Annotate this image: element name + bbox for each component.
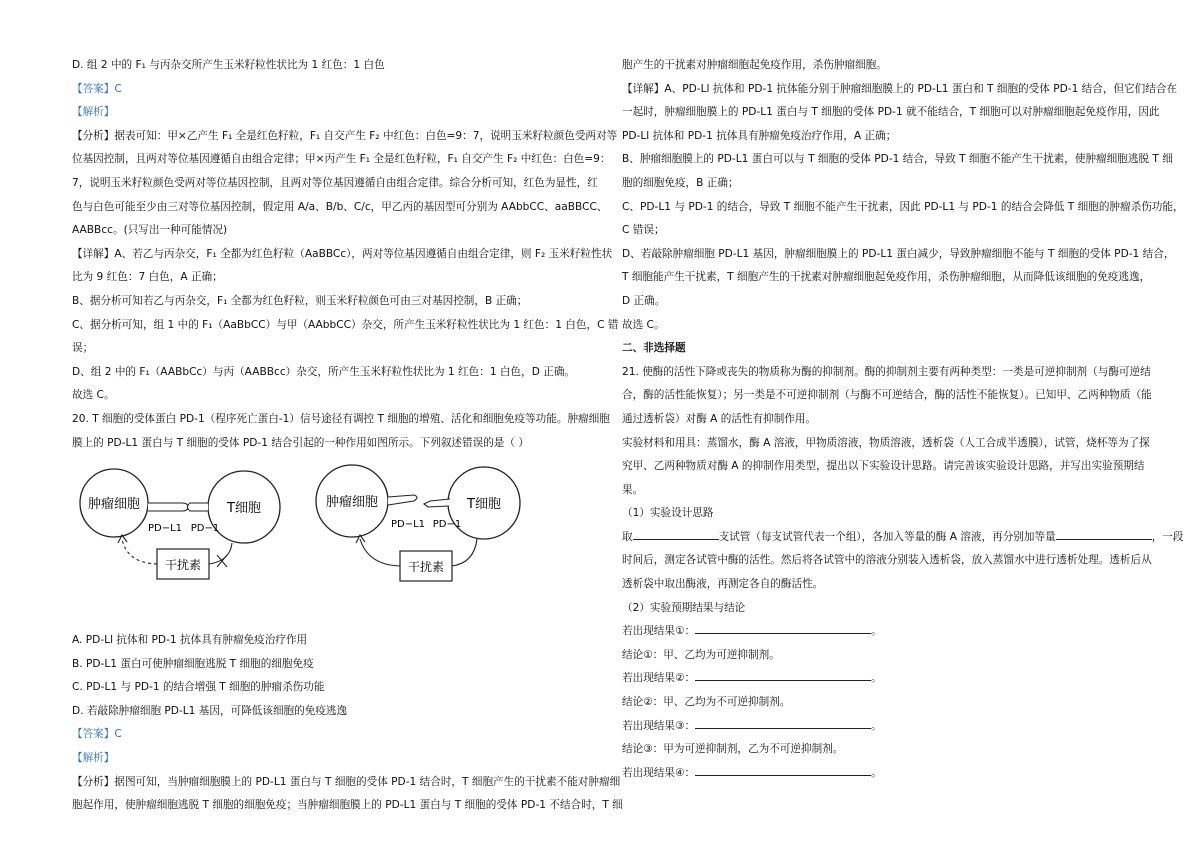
result-blank[interactable] bbox=[695, 621, 871, 634]
pd-l1-shape bbox=[148, 503, 188, 511]
text-line: B、肿瘤细胞膜上的 PD-L1 蛋白可以与 T 细胞的受体 PD-1 结合，导致 T 细胞不能产生干扰素，使肿瘤细胞逃脱 T 细 bbox=[622, 153, 1173, 166]
tumor-cell-label: 肿瘤细胞 bbox=[87, 497, 141, 513]
pd-l1-label: PD−L1 bbox=[390, 519, 426, 531]
text-line: 误； bbox=[72, 342, 94, 355]
text-line: AABBcc。(只写出一种可能情况) bbox=[72, 224, 228, 237]
conclusion-1: 结论①：甲、乙均为可逆抑制剂。 bbox=[622, 648, 780, 661]
tumor-cell-label: 肿瘤细胞 bbox=[325, 495, 379, 511]
text-line: 色与白色可能至少由三对等位基因控制，假定用 A/a、B/b、C/c，甲乙丙的基因型可分别为 AAbbCC、aaBBCC、 bbox=[72, 200, 608, 213]
question-20-stem: 膜上的 PD-L1 蛋白与 T 细胞的受体 PD-1 结合引起的一种作用如图所示。下列叙述错误的是（ ） bbox=[72, 436, 529, 449]
text-line: C、PD-L1 与 PD-1 的结合，导致 T 细胞不能产生干扰素，因此 PD-L1 与 PD-1 的结合会降低 T 细胞的肿瘤杀伤功能， bbox=[622, 200, 1184, 213]
text-line: D、组 2 中的 F₁（AABbCc）与丙（AABBcc）杂交，所产生玉米籽粒性状比为 1 红色：1 白色，D 正确。 bbox=[72, 365, 576, 378]
text-line: D. 组 2 中的 F₁ 与丙杂交所产生玉米籽粒性状比为 1 红色：1 白色 bbox=[72, 59, 385, 71]
left-bottom-text bbox=[72, 629, 623, 818]
interferon-label: 干扰素 bbox=[407, 560, 445, 575]
result-suffix: 。 bbox=[871, 719, 882, 732]
diagram-panel-unbound bbox=[316, 465, 520, 581]
ifn-to-tumor-arrow bbox=[360, 539, 400, 566]
analysis-tag: 【解析】 bbox=[72, 106, 115, 119]
result-blank[interactable] bbox=[695, 763, 871, 776]
pd-1-label: PD−1 bbox=[432, 519, 462, 531]
result-suffix: 。 bbox=[871, 766, 882, 779]
result-2-line bbox=[622, 667, 1152, 691]
text-line: 比为 9 红色：7 白色，A 正确； bbox=[72, 271, 223, 284]
question-21-line: 合，酶的活性能恢复）；另一类是不可逆抑制剂（与酶不可逆结合，酶的活性不能恢复）。已知甲、乙两种物质（能 bbox=[622, 389, 1152, 402]
text-line: D 正确。 bbox=[622, 294, 666, 307]
t-cell-label: T细胞 bbox=[227, 501, 261, 517]
text-line: 7，说明玉米籽粒颜色受两对等位基因控制，且两对等位基因遵循自由组合定律。综合分析可知，红色为显性，红 bbox=[72, 176, 598, 189]
diagram-panel-bound bbox=[80, 469, 280, 579]
text-line: 【详解】A、若乙与丙杂交，F₁ 全都为红色籽粒（AaBBCc），两对等位基因遵循自由组合定律，则 F₂ 玉米籽粒性状 bbox=[72, 247, 613, 260]
text-line: C、据分析可知，组 1 中的 F₁（AaBbCC）与甲（AAbbCC）杂交，所产生玉米籽粒性状比为 1 红色：1 白色，C 错 bbox=[72, 318, 619, 331]
pd-1-label: PD−1 bbox=[190, 523, 220, 535]
text-line: 【分析】据图可知，当肿瘤细胞膜上的 PD-L1 蛋白与 T 细胞的受体 PD-1 结合时，T 细胞产生的干扰素不能对肿瘤细 bbox=[72, 775, 621, 788]
pd1-diagram-svg bbox=[72, 463, 602, 629]
question-21-line: （1）实验设计思路 bbox=[622, 507, 714, 520]
text-line: 【分析】据表可知：甲×乙产生 F₁ 全是红色籽粒，F₁ 自交产生 F₂ 中红色：白色=9：7，说明玉米籽粒颜色受两对等 bbox=[72, 129, 618, 142]
text-line: C 错误； bbox=[622, 224, 665, 237]
text-line: 一起时，肿瘤细胞膜上的 PD-L1 蛋白与 T 细胞的受体 PD-1 就不能结合，T 细胞可以对肿瘤细胞起免疫作用，因此 bbox=[622, 106, 1160, 119]
result-3-line bbox=[622, 715, 1152, 739]
right-column bbox=[622, 54, 1184, 785]
fill-blank-line bbox=[622, 526, 1184, 550]
result-blank[interactable] bbox=[695, 716, 871, 729]
conclusion-2: 结论②：甲、乙均为不可逆抑制剂。 bbox=[622, 696, 791, 709]
result-prefix: 若出现结果③： bbox=[622, 719, 696, 732]
conclusion-3: 结论③：甲为可逆抑制剂，乙为不可逆抑制剂。 bbox=[622, 743, 844, 756]
fill-blank-text: ，一段 bbox=[1151, 530, 1184, 543]
text-line: 透析袋中取出酶液，再测定各自的酶活性。 bbox=[622, 578, 824, 591]
result-blank[interactable] bbox=[695, 668, 871, 681]
analysis-tag: 【解析】 bbox=[72, 752, 115, 765]
text-line: 故选 C。 bbox=[622, 318, 665, 331]
result-suffix: 。 bbox=[871, 672, 882, 685]
option-c: C. PD-L1 与 PD-1 的结合增强 T 细胞的肿瘤杀伤功能 bbox=[72, 681, 325, 694]
answer-tag: 【答案】C bbox=[72, 82, 122, 95]
left-column bbox=[72, 54, 623, 818]
result-suffix: 。 bbox=[871, 625, 882, 638]
fill-blank-text: 取 bbox=[622, 530, 633, 543]
text-line: PD-Ll 抗体和 PD-1 抗体具有肿瘤免疫治疗作用，A 正确； bbox=[622, 129, 897, 142]
option-a: A. PD-Ll 抗体和 PD-1 抗体具有肿瘤免疫治疗作用 bbox=[72, 634, 308, 647]
fill-blank-text: 支试管（每支试管代表一个组），各加入等量的酶 A 溶液，再分别加等量 bbox=[718, 530, 1056, 543]
text-line: （2）实验预期结果与结论 bbox=[622, 601, 746, 614]
pd-1-shape bbox=[424, 499, 450, 507]
text-line: B、据分析可知若乙与丙杂交，F₁ 全都为红色籽粒，则玉米籽粒颜色可由三对基因控制，B 正确； bbox=[72, 294, 528, 307]
text-line: 时间后，测定各试管中酶的活性。然后将各试管中的溶液分别装入透析袋，放入蒸馏水中进行透析处理。透析后从 bbox=[622, 554, 1152, 567]
pd1-diagram bbox=[72, 463, 602, 629]
answer-tag: 【答案】C bbox=[72, 728, 122, 741]
ifn-to-tumor-dashed-arrow bbox=[122, 539, 157, 564]
left-top-text bbox=[72, 54, 619, 455]
pd-l1-label: PD−L1 bbox=[147, 523, 183, 535]
result-1-line bbox=[622, 620, 1152, 644]
text-line: 故选 C。 bbox=[72, 389, 115, 402]
question-21-line: 究甲、乙两种物质对酶 A 的抑制作用类型，提出以下实验设计思路。请完善该实验设计思路，并写出实验预期结 bbox=[622, 460, 1145, 473]
pd-l1-shape bbox=[388, 495, 417, 505]
text-line: 胞的细胞免疫，B 正确； bbox=[622, 176, 739, 189]
text-line: 胞起作用，使肿瘤细胞逃脱 T 细胞的细胞免疫；当肿瘤细胞膜上的 PD-L1 蛋白与 T 细胞的受体 PD-1 不结合时，T 细 bbox=[72, 799, 623, 812]
text-line: T 细胞能产生干扰素，T 细胞产生的干扰素对肿瘤细胞起免疫作用，杀伤肿瘤细胞，从而降低该细胞的免疫逃逸， bbox=[622, 271, 1151, 284]
section-heading: 二、非选择题 bbox=[622, 342, 686, 355]
text-line: 位基因控制，且两对等位基因遵循自由组合定律；甲×丙产生 F₁ 全是红色籽粒，F₁ 自交产生 F₂ 中红色：白色=9： bbox=[72, 153, 611, 166]
result-prefix: 若出现结果②： bbox=[622, 672, 696, 685]
question-20-stem: 20. T 细胞的受体蛋白 PD-1（程序死亡蛋白-1）信号途径有调控 T 细胞的增殖、活化和细胞免疫等功能。肿瘤细胞 bbox=[72, 412, 610, 425]
blank-2[interactable] bbox=[1056, 527, 1152, 540]
interferon-label: 干扰素 bbox=[164, 558, 202, 573]
option-b: B. PD-L1 蛋白可使肿瘤细胞逃脱 T 细胞的细胞免疫 bbox=[72, 657, 314, 670]
text-line: D、若敲除肿瘤细胞 PD-L1 基因，肿瘤细胞膜上的 PD-L1 蛋白减少，导致肿瘤细胞不能与 T 细胞的受体 PD-1 结合， bbox=[622, 247, 1175, 260]
question-21-line: 果。 bbox=[622, 483, 644, 496]
result-prefix: 若出现结果①： bbox=[622, 625, 696, 638]
t-cell-to-ifn-line bbox=[452, 539, 477, 566]
option-d: D. 若敲除肿瘤细胞 PD-L1 基因，可降低该细胞的免疫逃逸 bbox=[72, 704, 348, 717]
text-line: 【详解】A、PD-Ll 抗体和 PD-1 抗体能分别于肿瘤细胞膜上的 PD-L1 蛋白和 T 细胞的受体 PD-1 结合，但它们结合在 bbox=[622, 82, 1178, 95]
question-21-line: 通过透析袋）对酶 A 的活性有抑制作用。 bbox=[622, 412, 817, 425]
result-4-line bbox=[622, 762, 1152, 786]
t-cell-label: T细胞 bbox=[467, 497, 501, 513]
t-cell-to-ifn-line bbox=[209, 543, 232, 564]
text-line: 胞产生的干扰素对肿瘤细胞起免疫作用，杀伤肿瘤细胞。 bbox=[622, 59, 887, 71]
result-prefix: 若出现结果④： bbox=[622, 766, 696, 779]
pd-1-shape bbox=[188, 503, 209, 511]
question-21-line: 21. 使酶的活性下降或丧失的物质称为酶的抑制剂。酶的抑制剂主要有两种类型：一类是可逆抑制剂（与酶可逆结 bbox=[622, 365, 1151, 378]
blank-1[interactable] bbox=[633, 527, 719, 540]
question-21-line: 实验材料和用具：蒸馏水，酶 A 溶液，甲物质溶液，物质溶液，透析袋（人工合成半透膜），试管，烧杯等为了探 bbox=[622, 436, 1150, 449]
